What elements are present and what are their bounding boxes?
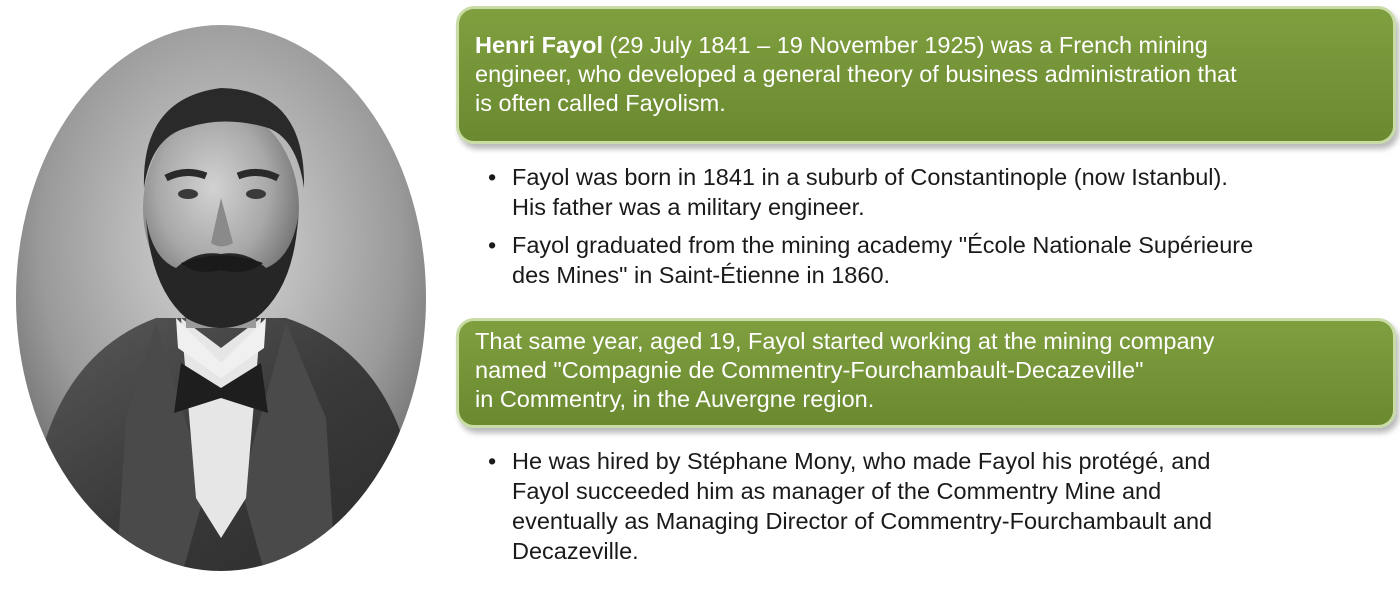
bullet-line: des Mines" in Saint-Étienne in 1860. <box>512 262 891 288</box>
portrait-image <box>6 18 436 578</box>
intro-line-3: is often called Fayolism. <box>475 90 726 116</box>
bullet-list-top <box>488 162 1388 298</box>
bullet-line: He was hired by Stéphane Mony, who made Fayol his protégé, and <box>512 448 1211 474</box>
career-line-3: in Commentry, in the Auvergne region. <box>475 386 875 412</box>
bullet-icon: • <box>488 448 497 474</box>
intro-line-2: engineer, who developed a general theory of business administration that <box>475 61 1237 87</box>
intro-line-1-rest: (29 July 1841 – 19 November 1925) was a French mining <box>602 32 1208 58</box>
portrait-photo-icon <box>6 18 436 578</box>
bullet-line: His father was a military engineer. <box>512 194 865 220</box>
career-line-2: named "Compagnie de Commentry-Fourchambault-Decazeville" <box>475 357 1144 383</box>
bullet-icon: • <box>488 232 497 258</box>
bullet-icon: • <box>488 164 497 190</box>
career-line-1: That same year, aged 19, Fayol started working at the mining company <box>475 328 1215 354</box>
bullet-list-bottom <box>488 446 1388 574</box>
bullet-item <box>488 446 1388 566</box>
bullet-line: Decazeville. <box>512 538 639 564</box>
bullet-line: Fayol succeeded him as manager of the Commentry Mine and <box>512 478 1162 504</box>
bullet-line: Fayol was born in 1841 in a suburb of Constantinople (now Istanbul). <box>512 164 1228 190</box>
bullet-item <box>488 162 1388 222</box>
intro-line-1 <box>475 31 1377 60</box>
intro-box <box>456 6 1396 144</box>
career-box <box>456 318 1396 428</box>
bullet-line: Fayol graduated from the mining academy "École Nationale Supérieure <box>512 232 1254 258</box>
bullet-line: eventually as Managing Director of Commentry-Fourchambault and <box>512 508 1213 534</box>
bullet-item <box>488 230 1388 290</box>
intro-name: Henri Fayol <box>475 32 603 58</box>
